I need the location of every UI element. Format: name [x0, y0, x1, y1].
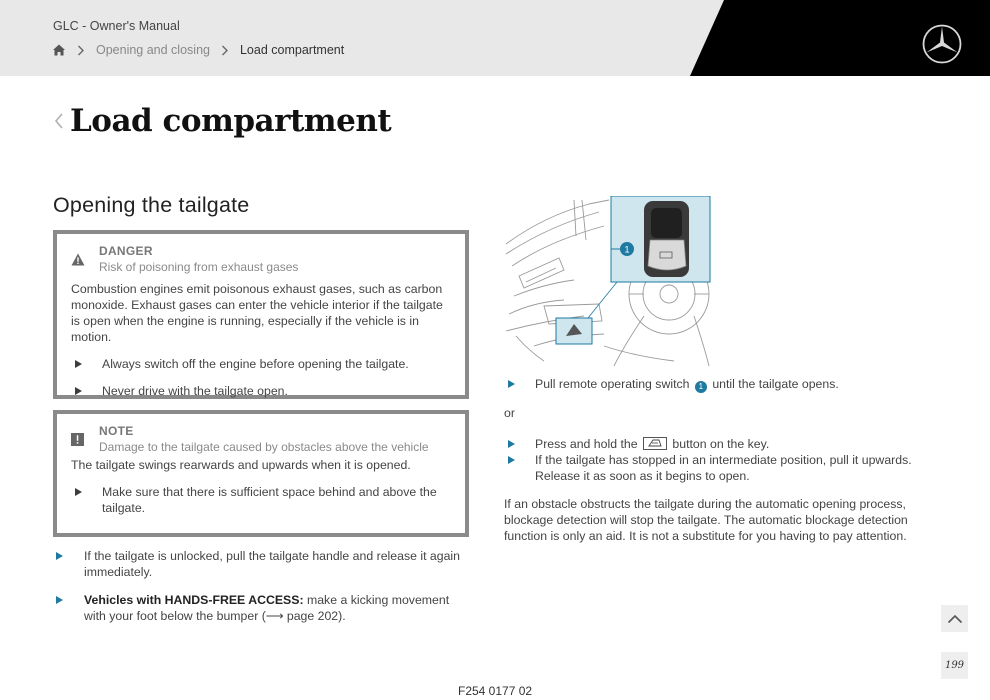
arrow-bullet-icon [56, 552, 63, 560]
chevron-right-icon [210, 45, 240, 56]
hands-free-label: Vehicles with HANDS-FREE ACCESS: [84, 593, 304, 607]
tailgate-key-icon [643, 437, 667, 450]
breadcrumb-opening-and-closing[interactable]: Opening and closing [96, 43, 210, 57]
note-subtitle: Damage to the tailgate caused by obstacles above the vehicle [99, 440, 429, 454]
scroll-to-top-button[interactable] [941, 605, 968, 632]
page-number: 199 [941, 652, 968, 679]
mercedes-star-logo[interactable] [921, 23, 963, 65]
left-steps-list [56, 548, 466, 636]
chevron-up-icon [947, 614, 963, 624]
list-item: If the tailgate is unlocked, pull the tailgate handle and release it again immediately. [56, 548, 466, 580]
list-item: Always switch off the engine before opening the tailgate. [71, 356, 451, 372]
figure-code: F254 0177 02 [458, 684, 533, 698]
list-item: Vehicles with HANDS-FREE ACCESS: make a kicking movement with your foot below the bumper (⟶ page 202). [56, 592, 466, 624]
arrow-bullet-icon [508, 440, 515, 448]
danger-body: Combustion engines emit poisonous exhaust gases, such as carbon monoxide. Exhaust gases can enter the vehicle interior if the tailgate is open when the engine is running, especially if the vehicle is in motion. [71, 282, 443, 344]
arrow-bullet-icon [75, 360, 82, 368]
note-list [71, 484, 451, 516]
page-title: Load compartment [70, 103, 392, 139]
or-text: or [504, 406, 515, 420]
danger-label: DANGER [99, 244, 153, 258]
danger-subtitle: Risk of poisoning from exhaust gases [99, 260, 299, 274]
section-title: Opening the tailgate [53, 193, 250, 217]
exclamation-square-icon [71, 424, 99, 454]
arrow-bullet-icon [56, 596, 63, 604]
pull-switch-step [504, 376, 919, 393]
list-item: Press and hold the button on the key. [504, 436, 919, 452]
note-label: NOTE [99, 424, 134, 438]
page-title-row [52, 103, 391, 139]
note-box [53, 410, 469, 537]
note-body: The tailgate swings rearwards and upwards when it is opened. [71, 458, 411, 472]
arrow-bullet-icon [75, 488, 82, 496]
list-item: Pull remote operating switch 1 until the tailgate opens. [504, 376, 919, 393]
arrow-bullet-icon [508, 380, 515, 388]
callout-number: 1 [624, 244, 630, 255]
danger-box-header [71, 244, 451, 274]
list-item: Never drive with the tailgate open. [71, 383, 451, 399]
list-item: If the tailgate has stopped in an intermediate position, pull it upwards. Release it as soon as it begins to open. [504, 452, 919, 484]
danger-list [71, 356, 451, 399]
manual-title: GLC - Owner's Manual [53, 19, 180, 33]
breadcrumb-load-compartment: Load compartment [239, 43, 345, 57]
breadcrumb [52, 42, 344, 58]
tailgate-switch-illustration [504, 196, 712, 366]
press-key-steps [504, 436, 919, 484]
danger-box [53, 230, 469, 399]
list-item: Make sure that there is sufficient space behind and above the tailgate. [71, 484, 451, 516]
chevron-left-icon[interactable] [52, 106, 66, 136]
arrow-bullet-icon [508, 456, 515, 464]
obstacle-paragraph: If an obstacle obstructs the tailgate during the automatic opening process, blockage detection will stop the tailgate. The automatic blockage detection function is only an aid. It is not a substitute for you having to pay attention. [504, 497, 908, 543]
dashboard-line-drawing [504, 196, 712, 366]
note-box-header [71, 424, 451, 454]
chevron-right-icon [66, 45, 96, 56]
arrow-bullet-icon [75, 387, 82, 395]
callout-badge: 1 [695, 381, 707, 393]
warning-triangle-icon [71, 244, 99, 274]
home-icon[interactable] [52, 43, 66, 57]
